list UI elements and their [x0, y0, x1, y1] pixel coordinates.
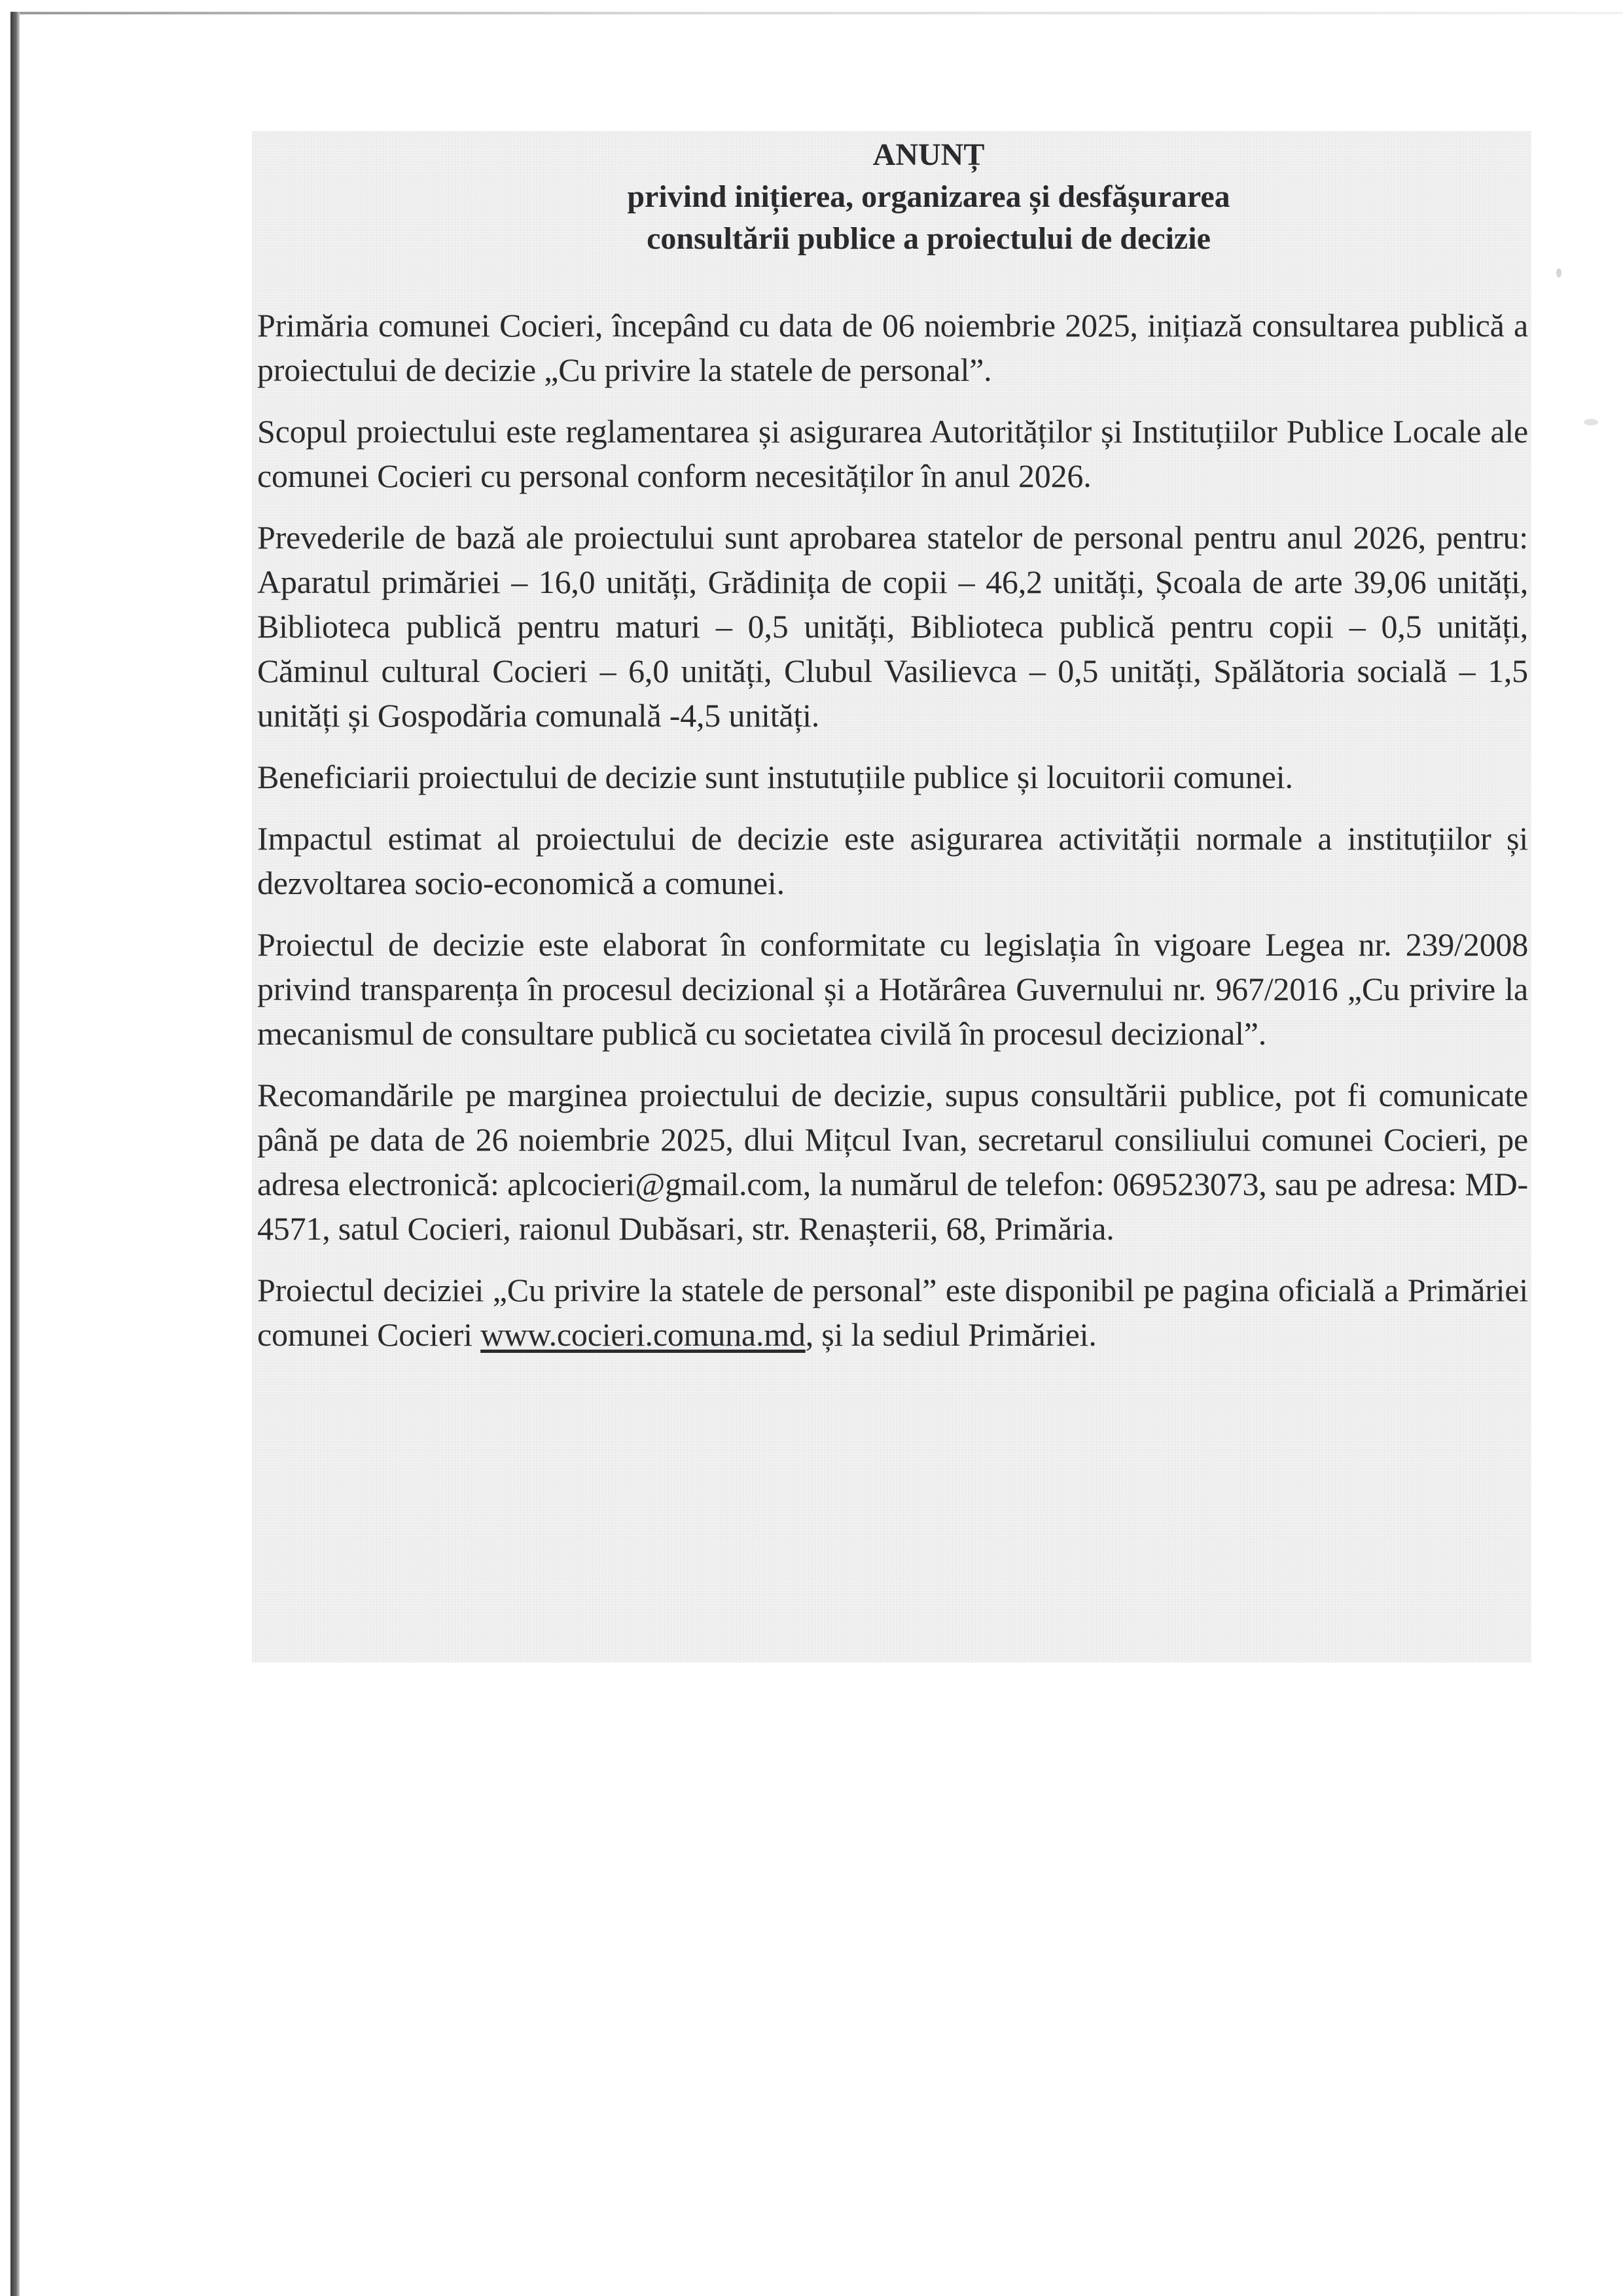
scan-top-edge [12, 12, 1623, 14]
website-link[interactable]: www.cocieri.comuna.md [480, 1316, 806, 1353]
paragraph-provisions: Prevederile de bază ale proiectului sunt aprobarea statelor de personal pentru anul 2026, pentru: Aparatul primăriei – 16,0 unități, Grădinița de copii – 46,2 unități, Școala de arte 39,06 unități, Biblioteca publică pentru maturi – 0,5 unități, Biblioteca publică pentru copii – 0,5 unități, Căminul cultural Cocieri – 6,0 unități, Clubul Vasilievca – 0,5 unități, Spălătoria socială – 1,5 unități și Gospodăria comunală -4,5 unități. [257, 519, 1528, 734]
paragraph-initiation: Primăria comunei Cocieri, începând cu data de 06 noiembrie 2025, inițiază consultarea publică a proiectului de decizie „Cu privire la statele de personal”. [257, 307, 1528, 388]
paragraph-recommendations: Recomandările pe marginea proiectului de decizie, supus consultării publice, pot fi comunicate până pe data de 26 noiembrie 2025, dlui Mițcul Ivan, secretarul consiliului comunei Cocieri, pe adresa electronică: aplcocieri@gmail.com, la numărul de telefon: 069523073, sau pe adresa: MD-4571, satul Cocieri, raionul Dubăsari, str. Renașterii, 68, Primăria. [257, 1077, 1528, 1247]
paragraph-legal-basis: Proiectul de decizie este elaborat în conformitate cu legislația în vigoare Legea nr. 239/2008 privind transparența în procesul decizional și a Hotărârea Guvernului nr. 967/2016 „Cu privire la mecanismul de consultare publică cu societatea civilă în procesul decizional”. [257, 926, 1528, 1052]
scan-speck [1556, 268, 1561, 278]
paragraph-availability [257, 1268, 1528, 1357]
paragraph-impact: Impactul estimat al proiectului de decizie este asigurarea activității normale a instituțiilor și dezvoltarea socio-economică a comunei. [257, 820, 1528, 901]
announcement-title: ANUNȚ [872, 137, 985, 172]
announcement [257, 134, 1528, 1374]
announcement-header [257, 134, 1528, 260]
scan-left-edge [10, 12, 20, 2296]
availability-text-after-link: , și la sediul Primăriei. [805, 1316, 1097, 1353]
scan-speck [1584, 419, 1598, 425]
availability-text-before-link: Proiectul deciziei „Cu privire la statele de personal” este disponibil pe pagina oficială a Primăriei comunei Cocieri [257, 1272, 1528, 1353]
announcement-body [257, 303, 1528, 1357]
announcement-subtitle-line-1: privind inițierea, organizarea și desfășurarea [627, 179, 1230, 214]
paragraph-purpose: Scopul proiectului este reglamentarea și asigurarea Autorităților și Instituțiilor Publice Locale ale comunei Cocieri cu personal conform necesităților în anul 2026. [257, 413, 1528, 494]
paragraph-beneficiaries: Beneficiarii proiectului de decizie sunt instutuțiile publice și locuitorii comunei. [257, 759, 1293, 795]
announcement-subtitle-line-2: consultării publice a proiectului de decizie [647, 221, 1211, 256]
